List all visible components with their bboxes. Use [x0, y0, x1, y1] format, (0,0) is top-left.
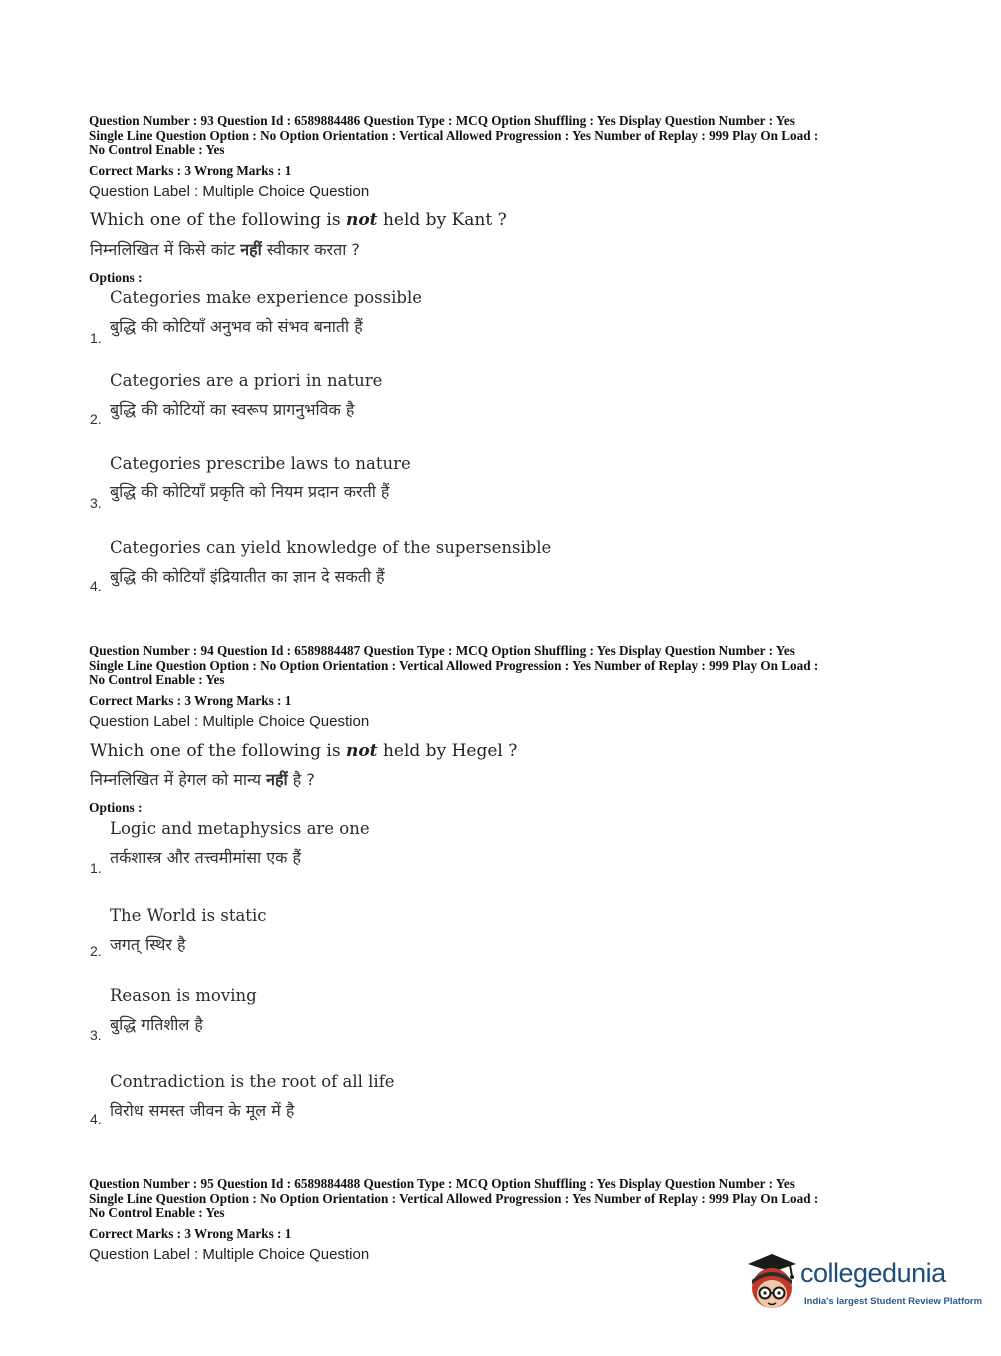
hindi-text-part: निम्नलिखित में हेगल को मान्य	[90, 770, 267, 789]
logo-wordmark: collegedunia	[800, 1258, 946, 1288]
question-94-meta	[89, 644, 818, 688]
question-94-hindi	[90, 768, 315, 790]
hindi-text-emphasis: नहीं	[266, 770, 288, 789]
option-hindi: बुद्धि की कोटियों का स्वरूप प्रागनुभविक है	[110, 400, 355, 419]
question-93-options-heading: Options :	[89, 270, 143, 285]
meta-line-2: Single Line Question Option : No Option Orientation : Vertical Allowed Progression : Yes Number of Replay : 999 Play On Load :	[89, 1190, 819, 1206]
question-93-label: Question Label : Multiple Choice Question	[89, 183, 370, 200]
option-hindi: जगत् स्थिर है	[110, 935, 186, 954]
question-text-emphasis: not	[345, 210, 378, 230]
question-text-part: Which one of the following is	[90, 741, 346, 761]
option-number: 4.	[90, 1111, 102, 1127]
option-english: Categories are a priori in nature	[110, 371, 383, 390]
hindi-text-part: निम्नलिखित में किसे कांट	[90, 240, 241, 259]
option-number: 3.	[90, 1027, 102, 1043]
option-number: 2.	[90, 411, 102, 427]
option-english: Contradiction is the root of all life	[110, 1072, 395, 1091]
option-english: Categories make experience possible	[110, 288, 423, 307]
question-93-text	[90, 210, 507, 230]
question-text-emphasis: not	[345, 741, 378, 761]
meta-line-1: Question Number : 94 Question Id : 6589884487 Question Type : MCQ Option Shuffling : Yes Display Question Number : Yes	[89, 643, 795, 658]
option-hindi: बुद्धि की कोटियाँ प्रकृति को नियम प्रदान करती हैं	[110, 482, 390, 501]
option-english: Logic and metaphysics are one	[110, 819, 370, 838]
collegedunia-logo	[742, 1250, 983, 1316]
hindi-text-emphasis: नहीं	[240, 240, 262, 259]
question-95-marks: Correct Marks : 3 Wrong Marks : 1	[89, 1226, 292, 1241]
question-95-meta	[89, 1177, 818, 1221]
meta-line-3: No Control Enable : Yes	[89, 672, 225, 687]
meta-line-1: Question Number : 95 Question Id : 6589884488 Question Type : MCQ Option Shuffling : Yes Display Question Number : Yes	[89, 1176, 795, 1191]
question-93-hindi	[90, 238, 360, 260]
option-number: 4.	[90, 578, 102, 594]
meta-line-2: Single Line Question Option : No Option Orientation : Vertical Allowed Progression : Yes Number of Replay : 999 Play On Load :	[89, 127, 819, 143]
option-hindi: तर्कशास्त्र और तत्त्वमीमांसा एक हैं	[110, 848, 301, 867]
option-english: Categories prescribe laws to nature	[110, 454, 411, 473]
meta-line-2: Single Line Question Option : No Option Orientation : Vertical Allowed Progression : Yes Number of Replay : 999 Play On Load :	[89, 657, 819, 673]
hindi-text-part: है ?	[287, 770, 315, 789]
question-text-part: held by Kant ?	[377, 210, 507, 230]
option-english: Reason is moving	[110, 986, 257, 1005]
option-english: Categories can yield knowledge of the supersensible	[110, 538, 552, 557]
option-hindi: बुद्धि की कोटियाँ अनुभव को संभव बनाती हैं	[110, 317, 363, 336]
question-94-options-heading: Options :	[89, 800, 143, 815]
option-hindi: विरोध समस्त जीवन के मूल में है	[110, 1101, 295, 1120]
question-93-marks: Correct Marks : 3 Wrong Marks : 1	[89, 163, 292, 178]
option-english: The World is static	[110, 906, 267, 925]
question-94-marks: Correct Marks : 3 Wrong Marks : 1	[89, 693, 292, 708]
option-number: 2.	[90, 943, 102, 959]
meta-line-3: No Control Enable : Yes	[89, 142, 225, 157]
question-94-label: Question Label : Multiple Choice Question	[89, 713, 370, 730]
question-text-part: Which one of the following is	[90, 210, 346, 230]
question-text-part: held by Hegel ?	[377, 741, 518, 761]
mascot-icon	[742, 1250, 802, 1316]
option-hindi: बुद्धि गतिशील है	[110, 1015, 203, 1034]
option-hindi: बुद्धि की कोटियाँ इंद्रियातीत का ज्ञान दे सकती हैं	[110, 567, 385, 586]
meta-line-3: No Control Enable : Yes	[89, 1205, 225, 1220]
question-94-text	[90, 741, 517, 761]
question-95-label: Question Label : Multiple Choice Question	[89, 1246, 370, 1263]
option-number: 1.	[90, 330, 102, 346]
option-number: 1.	[90, 860, 102, 876]
logo-tagline: India's largest Student Review Platform	[804, 1296, 983, 1307]
option-number: 3.	[90, 495, 102, 511]
meta-line-1: Question Number : 93 Question Id : 6589884486 Question Type : MCQ Option Shuffling : Yes Display Question Number : Yes	[89, 113, 795, 128]
hindi-text-part: स्वीकार करता ?	[261, 240, 360, 259]
question-93-meta	[89, 114, 818, 158]
